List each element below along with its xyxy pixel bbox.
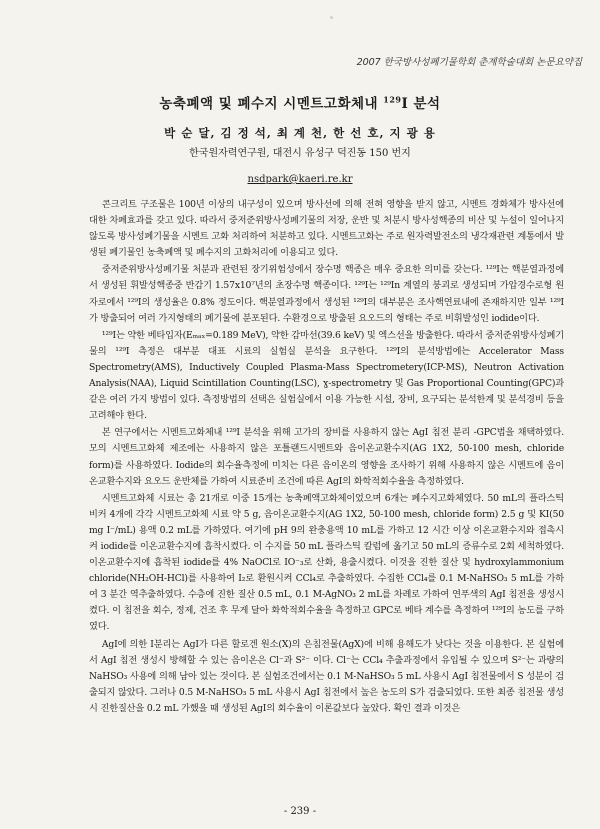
body-paragraph: 시멘트고화체 시료는 총 21개로 이중 15개는 농축폐액고화체이었으며 6개는 폐수지고화체였다. 50 mL의 플라스틱 비커 4개에 각각 시멘트고화체 시료 약 5 g, 음이온교환수지(AG 1X2, 50-100 mesh, chloride form) 2.5 g 및 KI(50 mg I⁻/mL) 용액 0.2 mL를 가하였다. 여기에 pH 9의 완충용액 10 mL를 가하고 12 시간 이상 이온교환수지와 접촉시켜 iodide를 이온교환수지에 흡착시켰다. 이 수지를 50 mL 플라스틱 칼럼에 옮기고 50 mL의 증류수로 2회 세척하였다. 이온교환수지에 흡착된 iodide를 4% NaOCl로 IO⁻₃로 산화, 용출시켰다. 이것을 진한 질산 및 hydroxylammonium chloride(NH₂OH-HCl)를 사용하여 I₂로 환원시켜 CCl₄로 추출하였다. 수집한 CCl₄를 0.1 M-NaHSO₃ 5 mL를 가하여 3 분간 역추출하였다. 수층에 진한 질산 0.5 mL, 0.1 M-AgNO₃ 2 mL를 차례로 가하여 연푸색의 AgI 침전을 생성시켰다. 이 침전을 회수, 정제, 건조 후 무게 달아 화학적회수율을 측정하고 GPC로 베타 계수를 측정하여 ¹²⁹I의 농도를 구하였다.	[89, 492, 564, 633]
running-header: 2007 한국방사성폐기물학회 춘계학술대회 논문요약집	[356, 57, 582, 68]
scan-speck	[330, 16, 333, 19]
body-paragraph: ¹²⁹I는 약한 베타입자(Eₘₐₓ=0.189 MeV), 약한 감마선(39.6 keV) 및 엑스선을 방출한다. 따라서 중저준위방사성폐기물의 ¹²⁹I 측정은 대부분 대표 시료의 실험실 분석을 요구한다. ¹²⁹I의 분석방법에는 Accelerator Mass Spectrometry(AMS), Inductively Coupled Plasma-Mass Spectrometery(ICP-MS), Neutron Activation Analysis(NAA), Liquid Scintillation Counting(LSC), ɣ-spectrometry 및 Gas Proportional Counting(GPC)과 같은 여러 가지 방법이 있다. 측정방법의 선택은 실험실에서 이용 가능한 시설, 장비, 요구되는 분석한계 및 분석경비 등을 고려해야 한다.	[89, 329, 564, 422]
body-paragraph: AgI에 의한 I분리는 AgI가 다른 할로겐 원소(X)의 은침전물(AgX)에 비해 용해도가 낮다는 것을 이용한다. 본 실험에서 AgI 침전 생성시 방해할 수 있는 음이온은 Cl⁻과 S²⁻ 이다. Cl⁻는 CCl₄ 추출과정에서 유입될 수 있으며 S²⁻는 과량의 NaHSO₃ 사용에 의해 남아 있는 것이다. 본 실험조건에서는 0.1 M-NaHSO₃ 5 mL 사용시 AgI 침전물에서 S 성분이 검출되지 않았다. 그러나 0.5 M-NaHSO₃ 5 mL 사용시 AgI 침전에서 높은 농도의 S가 검출되었다. 또한 최종 침전물 생성시 진한질산을 0.2 mL 가했을 때 생성된 AgI의 회수율이 이론값보다 높았다. 확인 결과 이것은	[89, 638, 564, 714]
title-main: 농축폐액 및 폐수지 시멘트고화체내	[159, 96, 384, 112]
title-isotope-sup: 129	[383, 94, 402, 105]
title-tail: I 분석	[401, 96, 441, 112]
paper-title	[0, 92, 600, 112]
body-paragraph: 본 연구에서는 시멘트고화체내 ¹²⁹I 분석을 위해 고가의 장비를 사용하지 않는 AgI 침전 분리 -GPC법을 채택하였다. 모의 시멘트고화체 제조에는 사용하지 않은 포틀랜드시멘트와 음이온교환수지(AG 1X2, 50-100 mesh, chloride form)를 사용하였다. Iodide의 회수율측정에 미치는 다른 음이온의 영향을 조사하기 위해 사용하지 않은 시멘트에 음이온교환수지와 요오드 운반체를 가하여 시료준비 조건에 따른 AgI의 화학적회수율을 측정하였다.	[89, 427, 564, 487]
body-paragraph: 콘크리트 구조물은 100년 이상의 내구성이 있으며 방사선에 의해 전혀 영향을 받지 않고, 시멘트 경화체가 방사선에 대한 차폐효과를 갖고 있다. 따라서 중저준위방사성폐기물의 저장, 운반 및 처분시 방사성핵종의 비산 및 누설이 일어나지 않도록 방사성폐기물을 시멘트 고화 처리하여 처분하고 있다. 시멘트고화는 주로 원자력발전소의 냉각재관련 계통에서 발생된 폐기물인 농축폐액 및 폐수지의 고화처리에 이용되고 있다.	[89, 199, 564, 259]
author-list: 박 순 달, 김 정 석, 최 계 천, 한 선 호, 지 광 용	[164, 126, 436, 140]
contact-email[interactable]: nsdpark@kaeri.re.kr	[247, 174, 353, 185]
page-number: - 239 -	[283, 806, 317, 817]
affiliation: 한국원자력연구원, 대전시 유성구 덕진동 150 번지	[189, 148, 411, 159]
body-paragraph: 중저준위방사성폐기물 처분과 관련된 장기위험성에서 장수명 핵종은 매우 중요한 의미를 갖는다. ¹²⁹I는 핵분열과정에서 생성된 휘발성핵종중 반감기 1.57x10⁷년의 초장수명 핵종이다. ¹²⁹I는 ¹²⁹In 계열의 붕괴로 생성되며 가압경수로형 원자로에서 ¹²⁹I의 생성율은 0.8% 정도이다. 핵분열과정에서 생성된 ¹²⁹I의 대부분은 조사핵연료내에 존재하지만 일부 ¹²⁹I가 방출되어 여러 가지형태의 폐기물에 분포된다. 수환경으로 방출된 요오드의 형태는 주로 비휘발성인 iodide이다.	[89, 264, 564, 324]
abstract-body	[89, 197, 564, 717]
